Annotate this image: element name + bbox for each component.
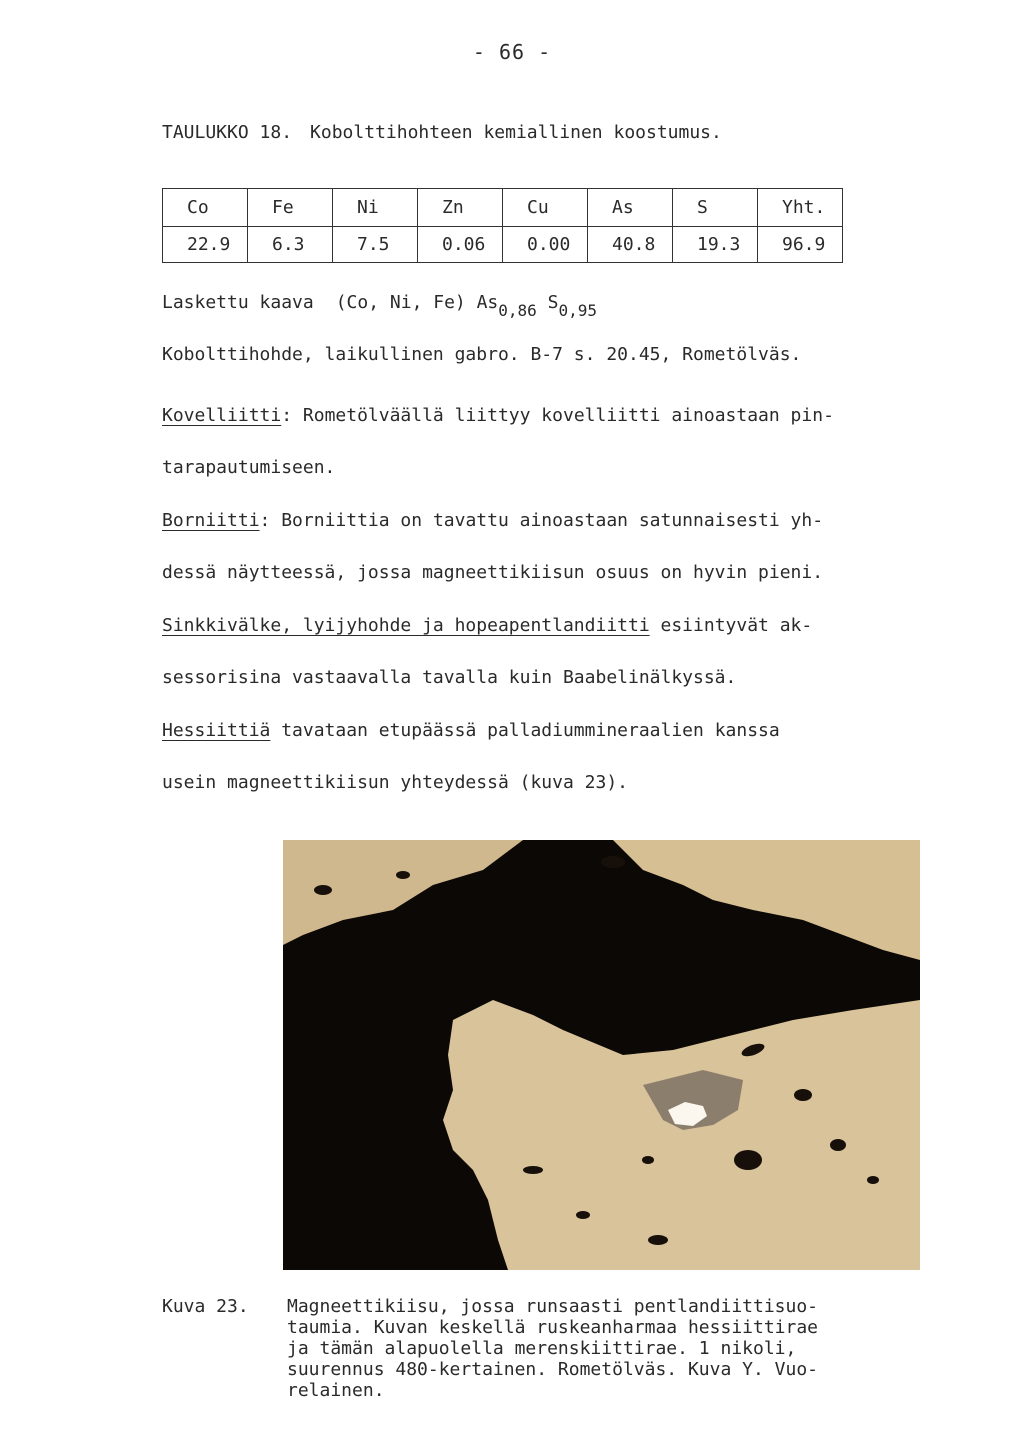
table-header-cell: Zn (418, 189, 503, 227)
micrograph-photo (283, 840, 920, 1270)
table-caption (162, 122, 740, 143)
paragraph-line (162, 718, 952, 770)
figure-caption-line: suurennus 480-kertainen. Rometölväs. Kuva Y. Vuo- (287, 1359, 819, 1380)
mineral-term: Borniitti (162, 510, 260, 531)
micrograph-image (283, 840, 920, 1270)
table-value-cell: 6.3 (248, 227, 333, 263)
mineral-term: Hessiittiä (162, 720, 271, 741)
paragraph-text: : Rometölväällä liittyy kovelliitti ainoastaan pin- (281, 405, 834, 426)
paragraph-kovelliitti (162, 403, 952, 507)
mineral-term: Sinkkivälke, lyijyhohde ja hopeapentlandiitti (162, 615, 650, 636)
table-value-cell: 0.00 (503, 227, 588, 263)
table-title: Kobolttihohteen kemiallinen koostumus. (310, 122, 722, 143)
table-value-cell: 7.5 (333, 227, 418, 263)
table-value-cell: 0.06 (418, 227, 503, 263)
table-header-cell: Yht. (758, 189, 843, 227)
paragraph-hessiitti (162, 718, 952, 822)
table-value-cell: 19.3 (673, 227, 758, 263)
table-value-cell: 22.9 (163, 227, 248, 263)
formula-base: (Co, Ni, Fe) As (335, 292, 499, 313)
paragraph-line: tarapautumiseen. (162, 457, 336, 478)
table-header-cell: Co (163, 189, 248, 227)
composition-table (162, 188, 843, 263)
table-label: TAULUKKO 18. (162, 122, 293, 143)
sample-note: Kobolttihohde, laikullinen gabro. B-7 s. 20.45, Rometölväs. (162, 344, 802, 365)
formula-sulfur: S (547, 292, 559, 313)
paragraph-borniitti (162, 508, 952, 612)
table-header-cell: Ni (333, 189, 418, 227)
formula-label: Laskettu kaava (162, 292, 314, 313)
table-header-cell: As (588, 189, 673, 227)
figure-caption-line: taumia. Kuvan keskellä ruskeanharmaa hessiittirae (287, 1317, 819, 1338)
paragraph-text: esiintyvät ak- (649, 615, 813, 636)
paragraph-sinkkivalke (162, 613, 952, 717)
paragraph-text: : Borniittia on tavattu ainoastaan satunnaisesti yh- (259, 510, 824, 531)
table-header-row (163, 189, 843, 227)
paragraph-line (162, 613, 952, 665)
table-value-row (163, 227, 843, 263)
table-value-cell: 96.9 (758, 227, 843, 263)
paragraph-line: usein magneettikiisun yhteydessä (kuva 23). (162, 772, 628, 793)
table-value-cell: 40.8 (588, 227, 673, 263)
page-number: - 66 - (472, 40, 552, 64)
table-header-cell: S (673, 189, 758, 227)
mineral-term: Kovelliitti (162, 405, 282, 426)
formula-as-subscript: 0,86 (498, 301, 537, 320)
figure-caption (287, 1296, 907, 1401)
figure-label: Kuva 23. (162, 1296, 249, 1317)
paragraph-line (162, 403, 952, 455)
paragraph-line (162, 508, 952, 560)
figure-caption-line: Magneettikiisu, jossa runsaasti pentlandiittisuo- (287, 1296, 819, 1317)
table-header-cell: Fe (248, 189, 333, 227)
figure-caption-line: ja tämän alapuolella merenskiittirae. 1 nikoli, (287, 1338, 797, 1359)
calculated-formula (162, 292, 597, 320)
paragraph-line: dessä näytteessä, jossa magneettikiisun osuus on hyvin pieni. (162, 562, 824, 583)
formula-s-subscript: 0,95 (558, 301, 598, 320)
paragraph-line: sessorisina vastaavalla tavalla kuin Baabelinälkyssä. (162, 667, 737, 688)
table-header-cell: Cu (503, 189, 588, 227)
paragraph-text: tavataan etupäässä palladiummineraalien kanssa (270, 720, 780, 741)
figure-caption-line: relainen. (287, 1380, 385, 1401)
